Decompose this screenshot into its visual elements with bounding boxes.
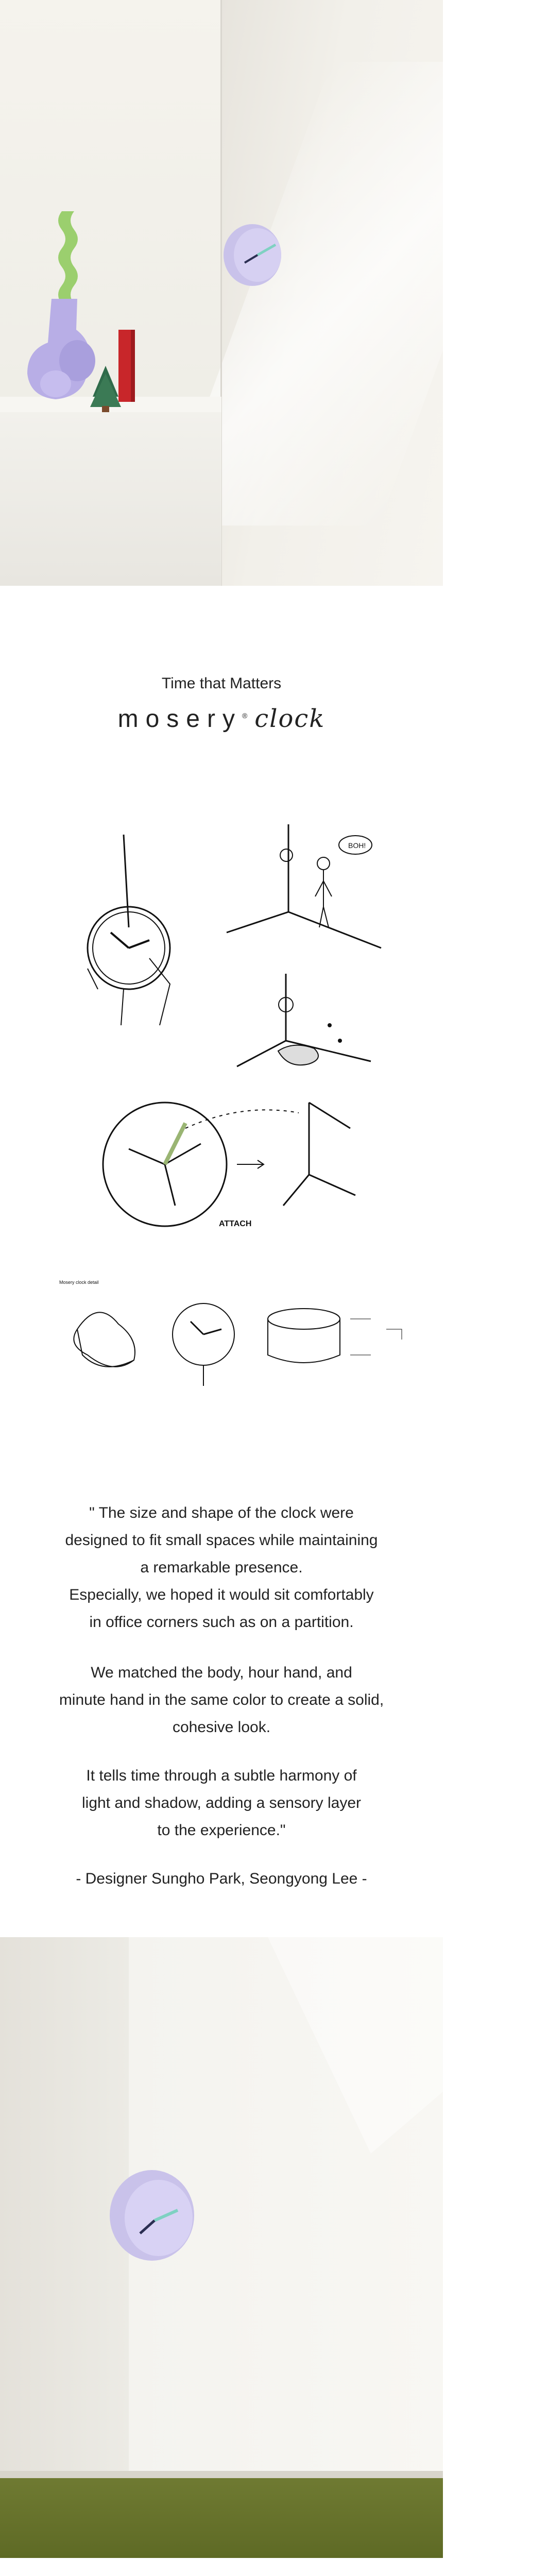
harmonious-beauty-section (0, 2558, 443, 2576)
design-sketches (0, 814, 443, 1401)
quote-line: designed to fit small spaces while maintaining (65, 1532, 378, 1549)
lavender-vase (27, 299, 95, 399)
sketch-note-detail: Mosery clock detail (59, 1280, 99, 1285)
corner-clock (0, 1937, 443, 2558)
clock-corner-photo (0, 1937, 443, 2558)
sketch-clock-profile (88, 835, 170, 1025)
sketch-clock-shelf (237, 974, 371, 1066)
designer-quote (0, 1494, 443, 1855)
tree-ornament (90, 366, 121, 412)
quote-line: " The size and shape of the clock were (89, 1504, 354, 1521)
brand-word: mosery (117, 705, 242, 733)
quote-line: minute hand in the same color to create a solid, (59, 1691, 384, 1708)
sketch-attach (103, 1103, 355, 1226)
designer-credit: - Designer Sungho Park, Seongyong Lee - (76, 1870, 367, 1887)
sketch-technical-row (59, 1280, 402, 1386)
brand-script: clock (254, 704, 326, 733)
hero-photo (0, 0, 443, 586)
registered-mark: ® (242, 711, 248, 720)
quote-line: to the experience." (157, 1822, 286, 1839)
brand-logo (0, 704, 443, 733)
sketches-section (0, 814, 443, 1401)
wavy-candle (58, 211, 78, 304)
quote-line: We matched the body, hour hand, and (91, 1664, 352, 1681)
quote-line: in office corners such as on a partition. (89, 1614, 354, 1631)
sketch-note-attach: ATTACH (219, 1219, 252, 1228)
quote-line: cohesive look. (172, 1719, 271, 1736)
quote-line: Especially, we hoped it would sit comfortably (69, 1586, 374, 1603)
subtitle: Time that Matters (161, 675, 282, 692)
wall-clock (224, 224, 281, 286)
sketch-note-boh: BOH! (348, 841, 366, 850)
quote-line: a remarkable presence. (140, 1559, 303, 1576)
quote-line: light and shadow, adding a sensory layer (81, 1794, 362, 1811)
hero-objects (0, 0, 443, 586)
intro-section (0, 586, 443, 733)
quote-line: It tells time through a subtle harmony of (86, 1767, 357, 1784)
